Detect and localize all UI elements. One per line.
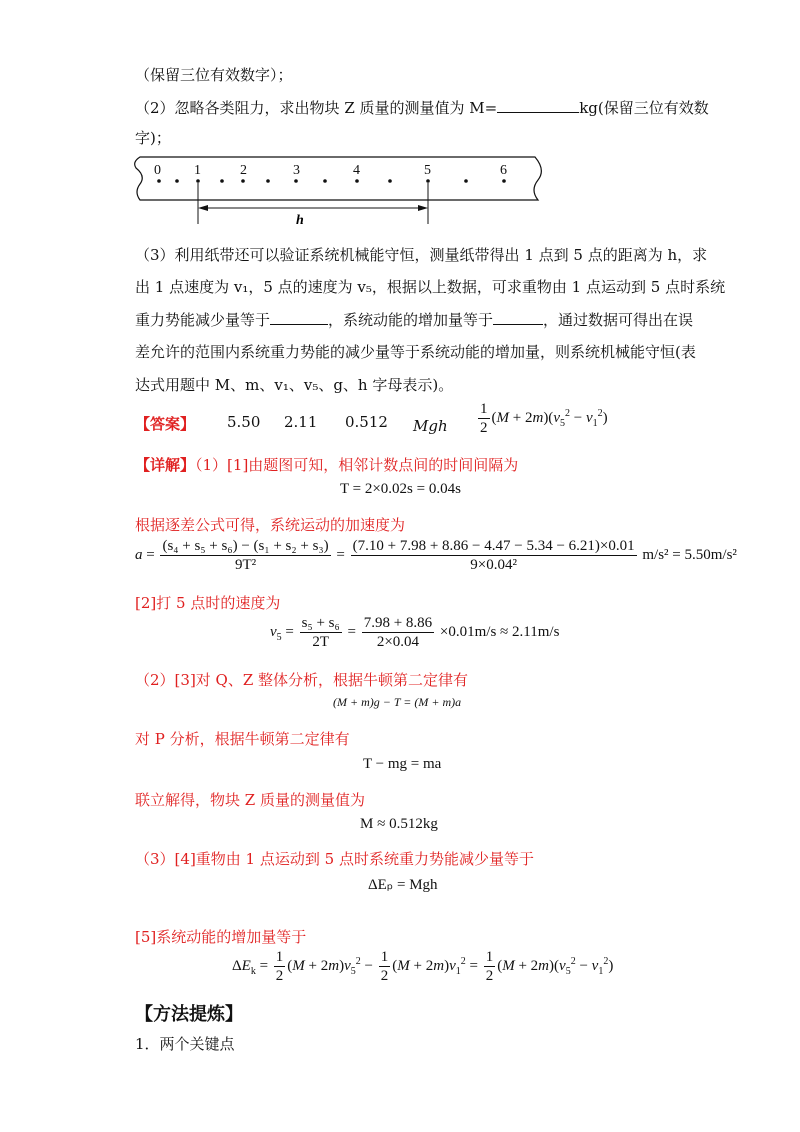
q2-cont: 字)； — [135, 129, 171, 147]
detail-line8: [5]系统动能的增加量等于 — [135, 928, 307, 946]
q2-prefix: （2）忽略各类阻力，求出物块 Z 质量的测量值为 M= — [135, 99, 498, 117]
answer-value-3: 0.512 — [345, 413, 388, 431]
eq-mass: M ≈ 0.512kg — [360, 816, 438, 832]
method-heading: 【方法提炼】 — [135, 1004, 243, 1025]
a-den2: 9×0.04² — [470, 557, 517, 573]
v-den2: 2×0.04 — [376, 634, 420, 650]
eq-potential: ΔEₚ = Mgh — [368, 877, 438, 893]
tape-h-label: h — [296, 213, 304, 228]
detail-line2: 根据逐差公式可得，系统运动的加速度为 — [135, 516, 406, 534]
tape-dots — [157, 179, 506, 183]
eq-newton-2: T − mg = ma — [363, 756, 442, 772]
tape-label-5: 5 — [424, 163, 431, 178]
answer-tag: 【答案】 — [135, 415, 196, 433]
tape-label-3: 3 — [293, 163, 300, 178]
detail-line1 — [135, 454, 518, 475]
q3-line3 — [135, 309, 693, 330]
eq-period: T = 2×0.02s = 0.04s — [340, 481, 461, 497]
q2-blank[interactable] — [497, 112, 579, 113]
q3-line1: （3）利用纸带还可以验证系统机械能守恒，测量纸带得出 1 点到 5 点的距离为 h，求 — [135, 246, 708, 264]
v-tail: ×0.01m/s ≈ 2.11m/s — [439, 623, 560, 640]
q3-blank-1[interactable] — [270, 324, 328, 325]
q3-line5: 达式用题中 M、m、v₁、v₅、g、h 字母表示)。 — [135, 376, 454, 394]
answer-value-1: 5.50 — [227, 413, 261, 431]
q-intro: （保留三位有效数字）； — [135, 66, 293, 84]
q3-line4: 差允许的范围内系统重力势能的减少量等于系统动能的增加量，则系统机械能守恒(表 — [135, 343, 696, 361]
q3-line3a: 重力势能减少量等于 — [135, 311, 271, 329]
a-tail: m/s² = 5.50m/s² — [642, 546, 737, 563]
detail-line3: [2]打 5 点时的速度为 — [135, 594, 281, 612]
v-den1: 2T — [312, 634, 330, 650]
v-num2: 7.98 + 8.86 — [363, 615, 433, 631]
q2-suffix: kg(保留三位有效数 — [579, 99, 709, 117]
detail-line4: （2）[3]对 Q、Z 整体分析，根据牛顿第二定律有 — [135, 671, 469, 689]
tape-label-1: 1 — [194, 163, 201, 178]
q3-blank-2[interactable] — [493, 324, 543, 325]
eq-newton-1: (M + m)g − T = (M + m)a — [333, 695, 462, 709]
detail-l1: （1）[1]由题图可知，相邻计数点间的时间间隔为 — [195, 456, 519, 474]
detail-line6: 联立解得，物块 Z 质量的测量值为 — [135, 791, 365, 809]
q3-line3b: ，系统动能的增加量等于 — [328, 311, 494, 329]
answer-value-4: Mgh — [413, 417, 448, 435]
tape-label-2: 2 — [240, 163, 247, 178]
tape-label-4: 4 — [353, 163, 360, 178]
answer-value-5: $\frac{1}{2}$ $(M + 2m)(v_5^2 - v_1^2)$ — [480, 401, 608, 436]
a-den1: 9T² — [234, 557, 257, 573]
q2-line — [135, 97, 709, 118]
tape-label-6: 6 — [500, 163, 507, 178]
eq-kinetic: $\Delta E_k$ = $\frac{1}{2}$ $(M + 2m)v_5^2$ − $\frac{1}{2}$ $(M + 2m)v_1^2$ = $\frac{1}{2}$ $(M + 2m)(v_5^2 - v_1^2)$ — [232, 949, 614, 984]
v-num1: s₅ + s₆ — [301, 615, 340, 631]
eq-velocity: $v_5$ = $\frac{\text{s₅ + s₆}}{2T}$ = $\frac{7.98 + 8.86}{2\times 0.04}$ ×0.01m/s ≈ 2.11m/s — [270, 615, 560, 650]
method-item-1: 1．两个关键点 — [135, 1035, 235, 1053]
detail-line5: 对 P 分析，根据牛顿第二定律有 — [135, 730, 350, 748]
q3-line3c: ，通过数据可得出在误 — [543, 311, 694, 329]
q3-line2: 出 1 点速度为 v₁，5 点的速度为 v₅，根据以上数据，可求重物由 1 点运动到 5 点时系统 — [135, 278, 726, 296]
tape-label-0: 0 — [154, 163, 161, 178]
detail-line7: （3）[4]重物由 1 点运动到 5 点时系统重力势能减少量等于 — [135, 850, 534, 868]
detail-tag: 【详解】 — [135, 456, 196, 474]
a-num1: (s₄ + s₅ + s₆) − (s₁ + s₂ + s₃) — [162, 538, 329, 554]
a-num2: (7.10 + 7.98 + 8.86 − 4.47 − 5.34 − 6.21)×0.01 — [352, 538, 635, 554]
answer-value-2: 2.11 — [284, 413, 318, 431]
eq-acceleration: a = $\frac{\text{(s₄ + s₅ + s₆) − (s₁ + s₂ + s₃)}}{\text{9T²}}$ = $\frac{(7.10 + 7.98 + 8.86 - 4.47 - 5.34 - 6.21)\times 0.01}{\text{9×0.04²}}$ m/s² = 5.50m/s² — [135, 538, 737, 573]
paper-tape-diagram — [130, 150, 550, 240]
